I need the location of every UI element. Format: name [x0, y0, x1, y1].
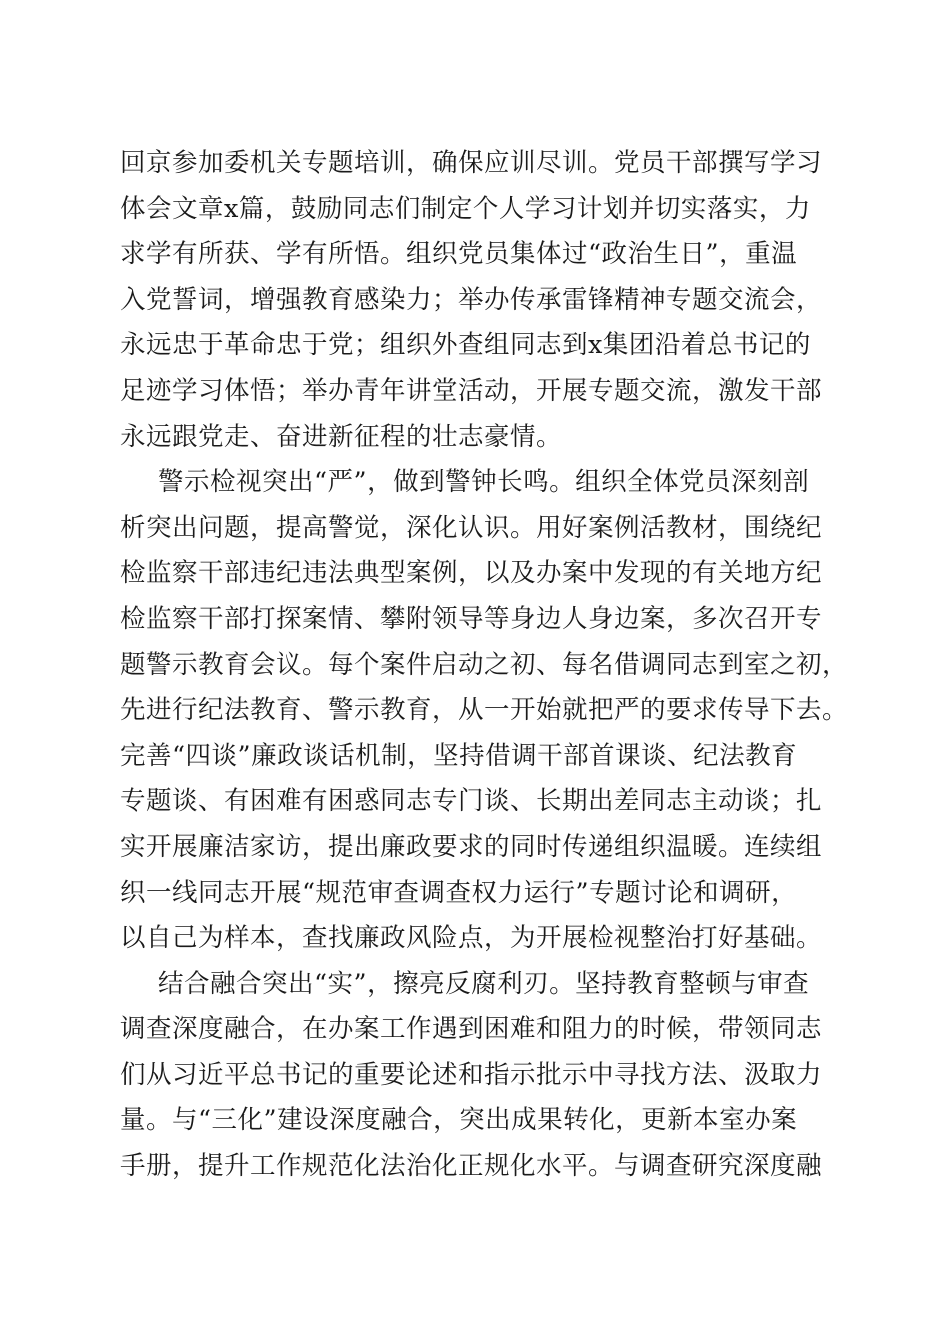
text-line: 析突出问题，提高警觉，深化认识。用好案例活教材，围绕纪: [120, 512, 823, 543]
text-line: 专题谈、有困难有困惑同志专门谈、长期出差同志主动谈；扎: [120, 786, 823, 817]
text-line: 体会文章x篇，鼓励同志们制定个人学习计划并切实落实，力: [120, 193, 811, 224]
text-line: 先进行纪法教育、警示教育，从一开始就把严的要求传导下去。: [120, 695, 849, 726]
text-line: 们从习近平总书记的重要论述和指示批示中寻找方法、汲取力: [120, 1059, 823, 1090]
text-line: 求学有所获、学有所悟。组织党员集体过“政治生日”，重温: [120, 239, 798, 270]
text-line: 织一线同志开展“规范审查调查权力运行”专题讨论和调研，: [120, 877, 798, 908]
text-line: 实开展廉洁家访，提出廉政要求的同时传递组织温暖。连续组: [120, 831, 823, 862]
text-line: 以自己为样本，查找廉政风险点，为开展检视整治打好基础。: [120, 923, 823, 954]
document-body: [120, 141, 849, 1190]
text-line: 题警示教育会议。每个案件启动之初、每名借调同志到室之初，: [120, 649, 849, 680]
paragraph-study-activities: [120, 141, 835, 460]
paragraph-warning-review: [120, 460, 849, 962]
text-line: 检监察干部打探案情、攀附领导等身边人身边案，多次召开专: [120, 603, 823, 634]
text-line: 量。与“三化”建设深度融合，突出成果转化，更新本室办案: [120, 1105, 798, 1136]
text-line: 结合融合突出“实”，擦亮反腐利刃。坚持教育整顿与审查: [158, 968, 810, 999]
text-line: 检监察干部违纪违法典型案例，以及办案中发现的有关地方纪: [120, 558, 823, 589]
text-line: 入党誓词，增强教育感染力；举办传承雷锋精神专题交流会，: [120, 284, 823, 315]
text-line: 永远跟党走、奋进新征程的壮志豪情。: [120, 421, 563, 452]
text-line: 回京参加委机关专题培训，确保应训尽训。党员干部撰写学习: [120, 148, 823, 178]
paragraph-integration: [120, 962, 835, 1190]
text-line: 完善“四谈”廉政谈话机制，坚持借调干部首课谈、纪法教育: [120, 740, 798, 771]
text-line: 足迹学习体悟；举办青年讲堂活动，开展专题交流，激发干部: [120, 375, 823, 406]
text-line: 调查深度融合，在办案工作遇到困难和阻力的时候，带领同志: [120, 1014, 823, 1045]
text-line: 永远忠于革命忠于党；组织外查组同志到x集团沿着总书记的: [120, 330, 811, 361]
text-line: 警示检视突出“严”，做到警钟长鸣。组织全体党员深刻剖: [158, 467, 810, 498]
text-line: 手册，提升工作规范化法治化正规化水平。与调查研究深度融: [120, 1151, 823, 1182]
